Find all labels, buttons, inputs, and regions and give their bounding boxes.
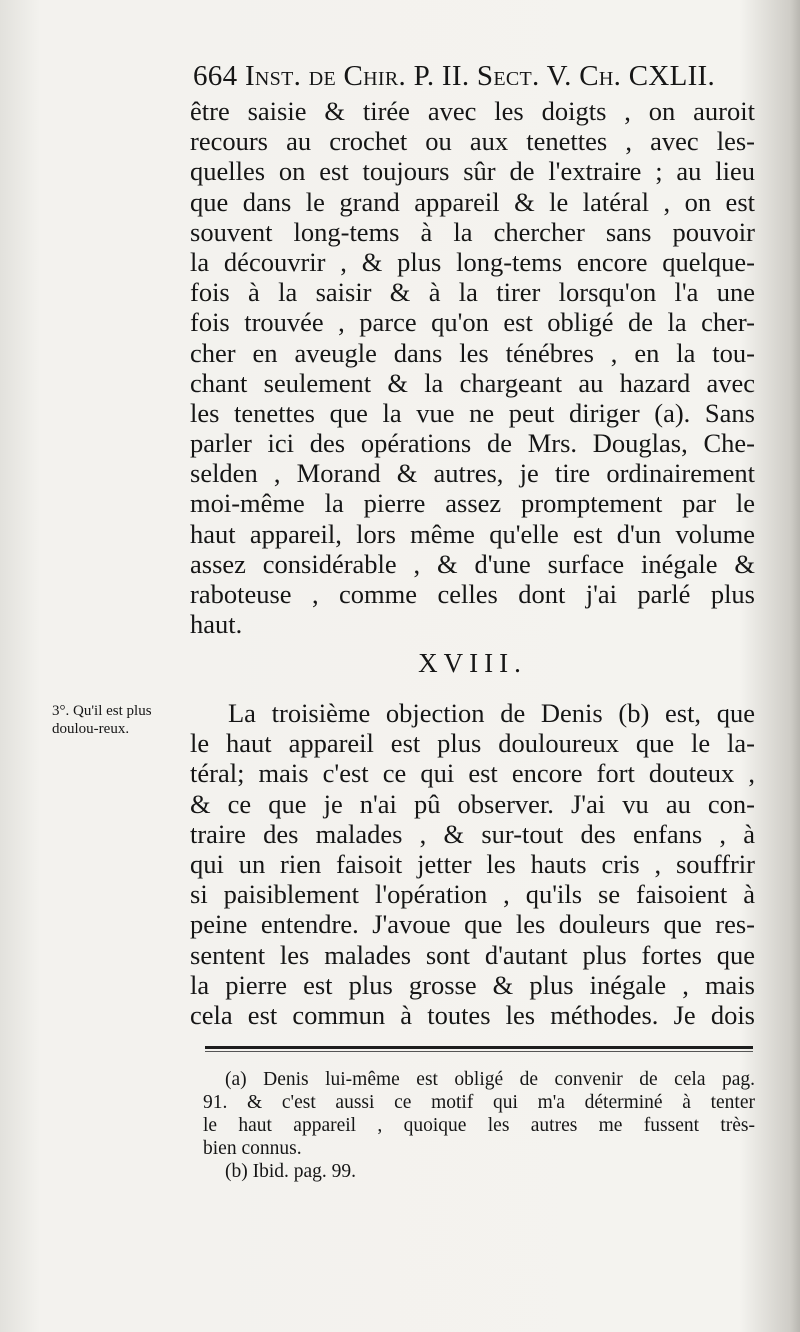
text-line: parler ici des opérations de Mrs. Douglas, Che- (190, 428, 755, 459)
text-line: le haut appareil est plus douloureux que le la- (190, 728, 755, 759)
footnote-line: bien connus. (203, 1138, 302, 1159)
text-line: cela est commun à toutes les méthodes. Je dois (190, 999, 755, 1030)
text-line: la découvrir , & plus long-tems encore quelque- (190, 246, 755, 277)
text-line: quelles on est toujours sûr de l'extraire ; au lieu (190, 156, 755, 187)
footnote-rule-thin (205, 1051, 753, 1052)
footnotes (203, 1068, 755, 1183)
text-line: moi-même la pierre assez promptement par le (190, 488, 755, 519)
text-line: raboteuse , comme celles dont j'ai parlé plus (190, 579, 755, 609)
text-line: peine entendre. J'avoue que les douleurs que res- (190, 909, 755, 940)
footnote-line: (a) Denis lui-même est obligé de convenir de cela pag. (225, 1069, 755, 1090)
text-line: assez considérable , & d'une surface inégale & (190, 548, 755, 579)
text-line: téral; mais c'est ce qui est encore fort douteux , (190, 758, 755, 789)
text-line: les tenettes que la vue ne peut diriger (a). Sans (190, 397, 755, 428)
text-line: que dans le grand appareil & le latéral , on est (190, 186, 755, 217)
footnote-line: le haut appareil , quoique les autres me fussent très- (203, 1115, 755, 1136)
text-line: traire des malades , & sur-tout des enfans , à (190, 818, 755, 849)
text-line: recours au crochet ou aux tenettes , avec les- (190, 126, 755, 157)
text-line: haut appareil, lors même qu'elle est d'un volume (190, 518, 755, 549)
footnote-line: 91. & c'est aussi ce motif qui m'a déterminé à tenter (203, 1092, 755, 1113)
page-header (193, 60, 753, 93)
text-line: La troisième objection de Denis (b) est, que (228, 698, 755, 728)
text-line: souvent long-tems à la chercher sans pouvoir (190, 216, 755, 247)
text-line: être saisie & tirée avec les doigts , on auroit (190, 96, 755, 126)
margin-note: 3°. Qu'il est plus doulou-reux. (52, 703, 152, 737)
section-title: XVIII. (418, 648, 527, 678)
text-line: la pierre est plus grosse & plus inégale , mais (190, 969, 755, 1000)
text-line: chant seulement & la chargeant au hazard avec (190, 367, 755, 398)
text-line: selden , Morand & autres, je tire ordinairement (190, 458, 755, 489)
footnote-rule (205, 1046, 753, 1049)
text-line: haut. (190, 609, 243, 640)
running-title: Inst. de Chir. P. II. Sect. V. Ch. CXLII. (244, 60, 716, 92)
text-line: sentent les malades sont d'autant plus fortes que (190, 939, 755, 970)
footnote-line: (b) Ibid. pag. 99. (225, 1161, 357, 1182)
text-line: fois trouvée , parce qu'on est obligé de la cher- (190, 307, 755, 338)
body-text-top (190, 96, 755, 639)
text-line: fois à la saisir & à la tirer lorsqu'on l'a une (190, 277, 755, 308)
body-text-bottom (190, 698, 755, 1030)
page-number: 664 (193, 60, 238, 92)
text-line: qui un rien faisoit jetter les hauts cris , souffrir (190, 848, 755, 879)
text-line: & ce que je n'ai pû observer. J'ai vu au con- (190, 788, 755, 819)
text-line: si paisiblement l'opération , qu'ils se faisoient à (190, 879, 755, 910)
text-line: cher en aveugle dans les ténébres , en la tou- (190, 337, 755, 368)
